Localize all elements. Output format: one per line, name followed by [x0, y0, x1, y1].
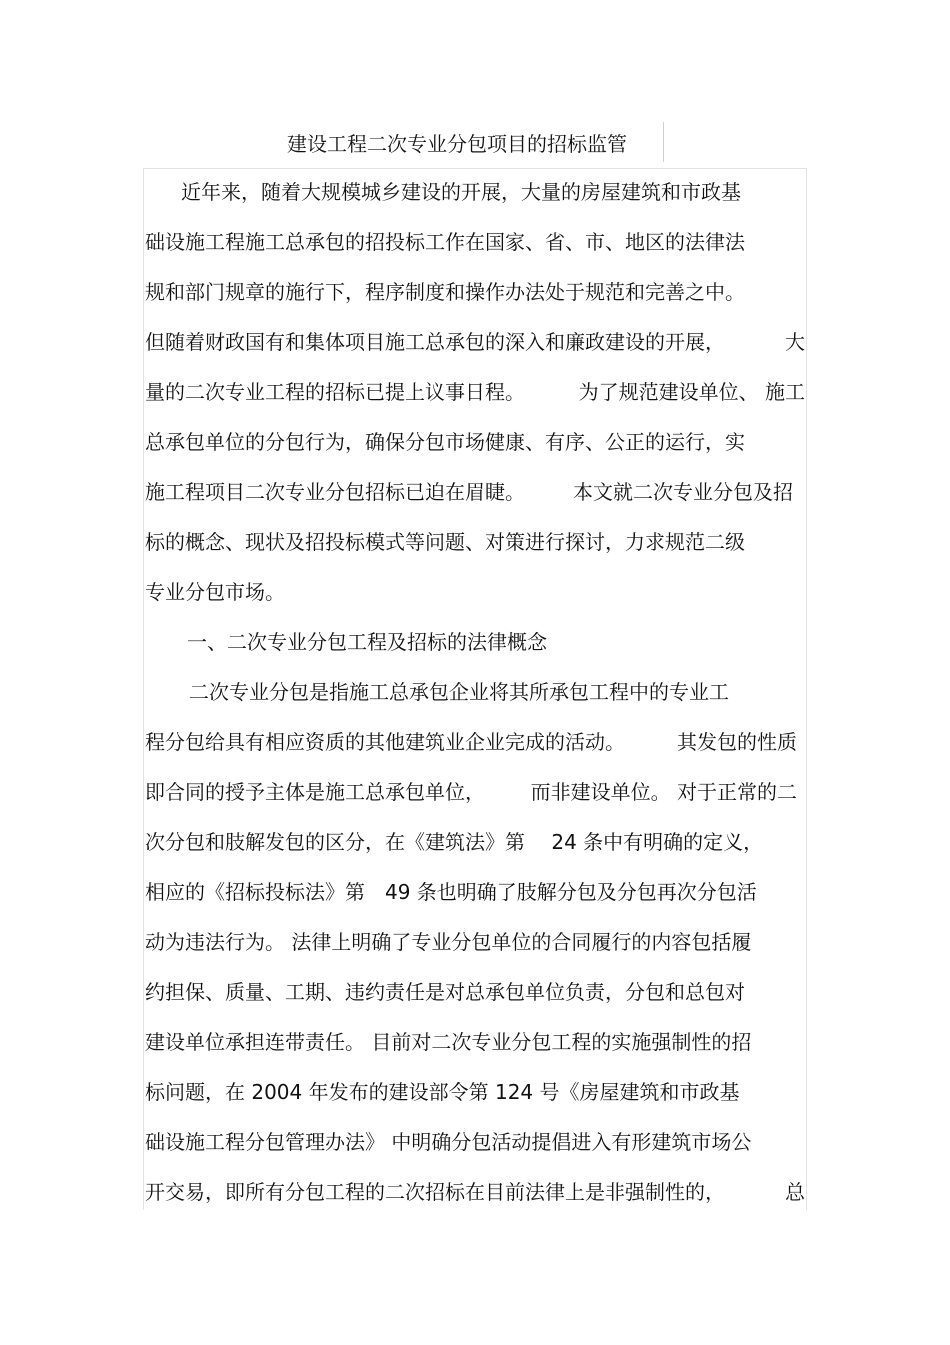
- page-title: 建设工程二次专业分包项目的招标监管: [287, 132, 627, 156]
- text-frame-top: [143, 168, 807, 169]
- body-line: 标问题，在 2004 年发布的建设部令第 124 号《房屋建筑和市政基: [145, 1080, 740, 1104]
- body-line: 程分包给具有相应资质的其他建筑业企业完成的活动。 其发包的性质: [145, 730, 797, 754]
- body-line: 即合同的授予主体是施工总承包单位， 而非建设单位。 对于正常的二: [145, 780, 797, 804]
- body-line: 专业分包市场。: [145, 580, 285, 604]
- text-frame-left: [143, 168, 144, 1210]
- section-heading: 一、二次专业分包工程及招标的法律概念: [187, 630, 547, 654]
- body-line: 总承包单位的分包行为，确保分包市场健康、有序、公正的运行，实: [145, 430, 745, 454]
- body-line: 开交易，即所有分包工程的二次招标在目前法律上是非强制性的， 总: [145, 1180, 805, 1204]
- body-line: 建设单位承担连带责任。 目前对二次专业分包工程的实施强制性的招: [145, 1030, 752, 1054]
- body-line: 础设施工程分包管理办法》 中明确分包活动提倡进入有形建筑市场公: [145, 1130, 752, 1154]
- body-line: 二次专业分包是指施工总承包企业将其所承包工程中的专业工: [189, 680, 729, 704]
- body-line: 规和部门规章的施行下，程序制度和操作办法处于规范和完善之中。: [145, 280, 745, 304]
- body-line: 量的二次专业工程的招标已提上议事日程。 为了规范建设单位、 施工: [145, 380, 805, 404]
- body-line: 次分包和肢解发包的区分，在《建筑法》第 24 条中有明确的定义，: [145, 830, 764, 854]
- body-line: 约担保、质量、工期、违约责任是对总承包单位负责，分包和总包对: [145, 980, 745, 1004]
- body-line: 动为违法行为。 法律上明确了专业分包单位的合同履行的内容包括履: [145, 930, 752, 954]
- body-line: 但随着财政国有和集体项目施工总承包的深入和廉政建设的开展， 大: [145, 330, 805, 354]
- body-line: 础设施工程施工总承包的招投标工作在国家、省、市、地区的法律法: [145, 230, 745, 254]
- title-divider: [663, 122, 664, 162]
- body-line: 近年来，随着大规模城乡建设的开展，大量的房屋建筑和市政基: [181, 180, 741, 204]
- body-line: 标的概念、现状及招投标模式等问题、对策进行探讨，力求规范二级: [145, 530, 745, 554]
- body-line: 相应的《招标投标法》第 49 条也明确了肢解分包及分包再次分包活: [145, 880, 757, 904]
- text-frame-right: [806, 168, 807, 1210]
- body-line: 施工程项目二次专业分包招标已迫在眉睫。 本文就二次专业分包及招: [145, 480, 793, 504]
